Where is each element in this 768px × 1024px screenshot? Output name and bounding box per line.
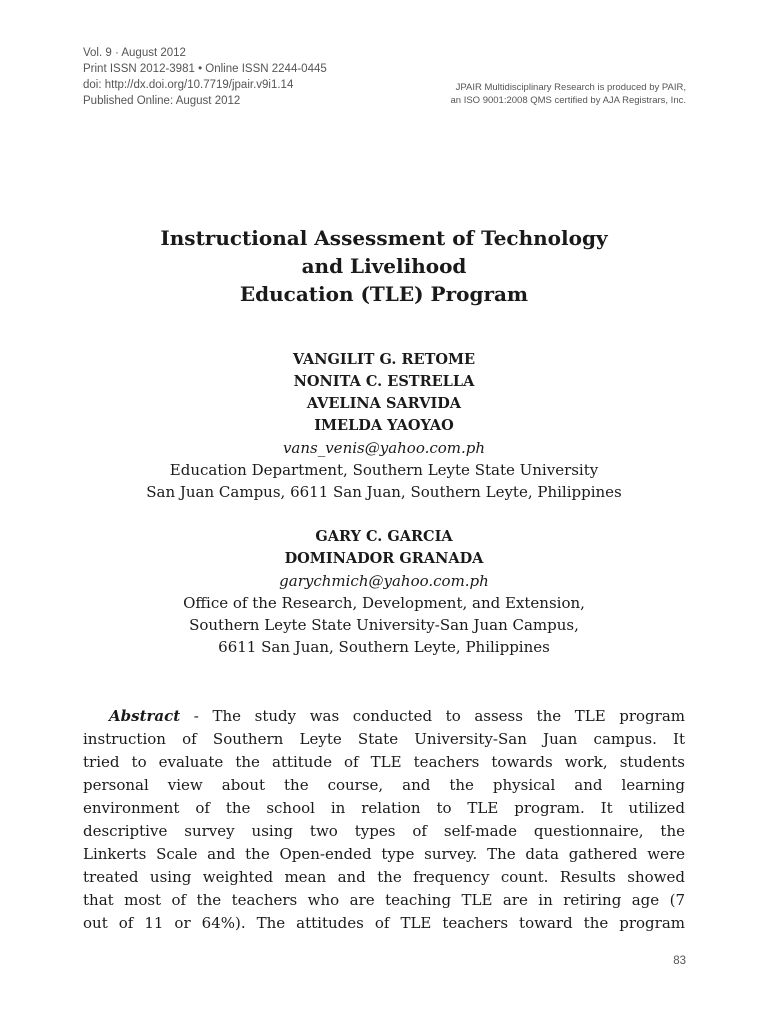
abstract-line: descriptive survey using two types of self-made questionnaire, the	[83, 822, 685, 840]
abstract-line: out of 11 or 64%). The attitudes of TLE teachers toward the program	[83, 914, 685, 932]
journal-header-info	[83, 45, 327, 109]
affiliation-line: 6611 San Juan, Southern Leyte, Philippines	[218, 638, 550, 656]
author-email: vans_venis@yahoo.com.ph	[282, 439, 486, 457]
author-name: NONITA C. ESTRELLA	[293, 373, 475, 390]
author-name: AVELINA SARVIDA	[306, 395, 462, 412]
certification-line: an ISO 9001:2008 QMS certified by AJA Registrars, Inc.	[450, 95, 686, 106]
author-name: VANGILIT G. RETOME	[292, 351, 476, 368]
abstract-line: environment of the school in relation to TLE program. It utilized	[83, 799, 685, 817]
paper-title	[60, 224, 708, 308]
abstract-first-text: - The study was conducted to assess the TLE program	[180, 707, 685, 725]
page-number: 83	[673, 955, 686, 967]
author-group-2	[60, 526, 708, 658]
affiliation-line: Office of the Research, Development, and Extension,	[183, 594, 585, 612]
affiliation-line: Southern Leyte State University-San Juan Campus,	[189, 616, 579, 634]
affiliation-line: San Juan Campus, 6611 San Juan, Southern Leyte, Philippines	[146, 483, 622, 501]
author-name: IMELDA YAOYAO	[314, 417, 454, 434]
author-name: GARY C. GARCIA	[315, 528, 453, 545]
abstract-line: that most of the teachers who are teaching TLE are in retiring age (7	[83, 891, 685, 909]
author-group-1	[60, 349, 708, 503]
author-name: DOMINADOR GRANADA	[284, 550, 484, 567]
title-line: Education (TLE) Program	[239, 282, 529, 306]
abstract-line: treated using weighted mean and the frequency count. Results showed	[83, 868, 685, 886]
abstract-label: Abstract	[109, 707, 181, 725]
abstract-line: Linkerts Scale and the Open-ended type survey. The data gathered were	[83, 845, 685, 863]
author-email: garychmich@yahoo.com.ph	[279, 572, 489, 590]
abstract-line: tried to evaluate the attitude of TLE teachers towards work, students	[83, 753, 685, 771]
abstract-line: personal view about the course, and the physical and learning	[83, 776, 685, 794]
issn-line: Print ISSN 2012-3981 • Online ISSN 2244-0445	[83, 63, 327, 75]
doi-line: doi: http://dx.doi.org/10.7719/jpair.v9i1.14	[83, 79, 294, 91]
title-line: and Livelihood	[301, 254, 467, 278]
publisher-note	[450, 81, 686, 107]
publisher-line: JPAIR Multidisciplinary Research is produced by PAIR,	[455, 82, 686, 93]
affiliation-line: Education Department, Southern Leyte State University	[169, 461, 599, 479]
volume-line: Vol. 9 · August 2012	[83, 47, 186, 59]
title-line: Instructional Assessment of Technology	[160, 226, 608, 250]
abstract-paragraph	[83, 705, 685, 935]
abstract-line: instruction of Southern Leyte State University-San Juan campus. It	[83, 730, 685, 748]
abstract-line	[83, 705, 685, 728]
published-line: Published Online: August 2012	[83, 95, 241, 107]
